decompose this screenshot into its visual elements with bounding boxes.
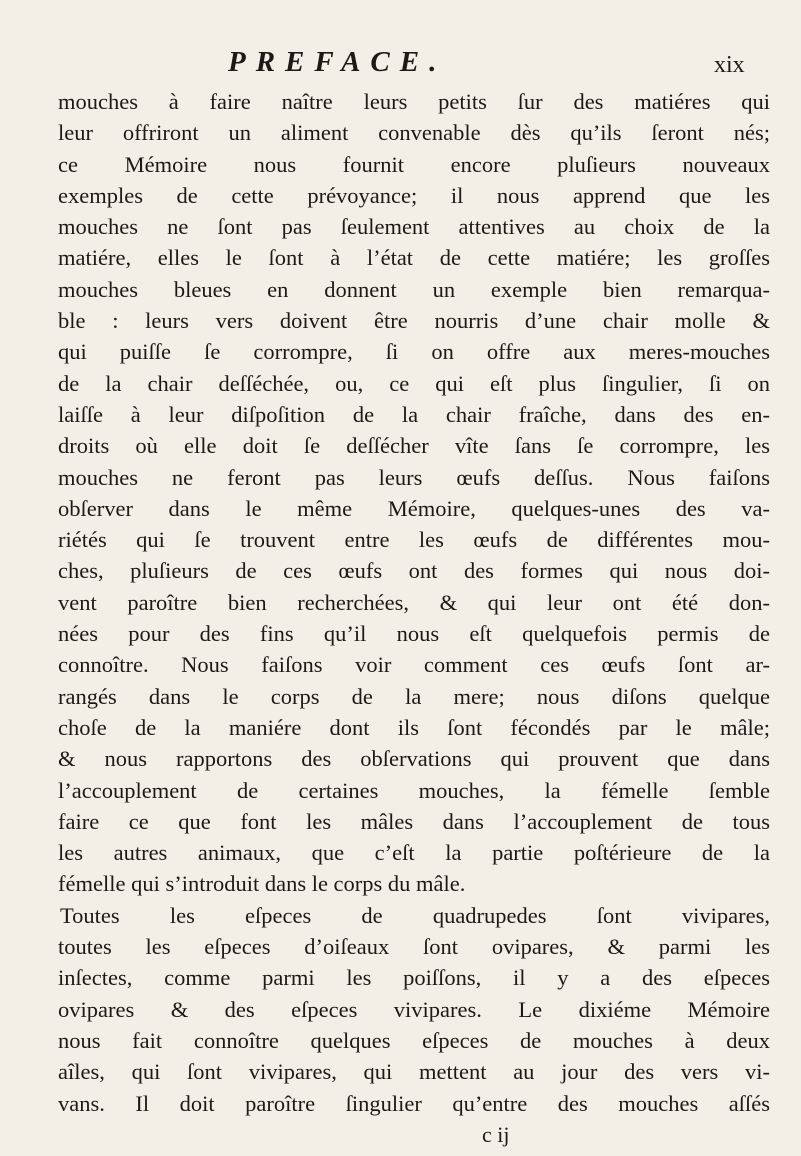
- running-head: [0, 46, 801, 86]
- text-line: nées pour des fins qu’il nous eſt quelquefois permis de: [58, 621, 770, 647]
- paragraph-start-line: Toutes les eſpeces de quadrupedes ſont vivipares,: [60, 902, 770, 928]
- text-line: riétés qui ſe trouvent entre les œufs de différentes mou-: [58, 527, 770, 553]
- text-line: mouches bleues en donnent un exemple bien remarqua-: [58, 276, 770, 302]
- text-line: nous fait connoître quelques eſpeces de mouches à deux: [58, 1027, 770, 1053]
- text-line: vans. Il doit paroître ſingulier qu’entre des mouches aſſés: [58, 1090, 770, 1116]
- text-line: vent paroître bien recherchées, & qui leur ont été don-: [58, 589, 770, 615]
- text-line: inſectes, comme parmi les poiſſons, il y a des eſpeces: [58, 965, 770, 991]
- text-line: rangés dans le corps de la mere; nous diſons quelque: [58, 683, 770, 709]
- text-line: qui puiſſe ſe corrompre, ſi on offre aux meres-mouches: [58, 339, 770, 365]
- text-line: de la chair deſſéchée, ou, ce qui eſt plus ſingulier, ſi on: [58, 370, 770, 396]
- text-line: obſerver dans le même Mémoire, quelques-unes des va-: [58, 495, 770, 521]
- text-line: l’accouplement de certaines mouches, la fémelle ſemble: [58, 777, 770, 803]
- text-line: les autres animaux, que c’eſt la partie poſtérieure de la: [58, 840, 770, 866]
- text-line: ble : leurs vers doivent être nourris d’une chair molle &: [58, 308, 770, 334]
- text-line: mouches ne feront pas leurs œufs deſſus. Nous faiſons: [58, 464, 770, 490]
- text-line: exemples de cette prévoyance; il nous apprend que les: [58, 182, 770, 208]
- text-line: mouches à faire naître leurs petits ſur des matiéres qui: [58, 89, 770, 114]
- text-line: droits où elle doit ſe deſſécher vîte ſans ſe corrompre, les: [58, 433, 770, 459]
- page-number: xix: [714, 52, 745, 78]
- text-line: fémelle qui s’introduit dans le corps du mâle.: [58, 871, 466, 897]
- text-line: aîles, qui ſont vivipares, qui mettent au jour des vers vi-: [58, 1059, 770, 1085]
- text-line: laiſſe à leur diſpoſition de la chair fraîche, dans des en-: [58, 401, 770, 427]
- text-line: ce Mémoire nous fournit encore pluſieurs nouveaux: [58, 151, 770, 177]
- text-line: connoître. Nous faiſons voir comment ces œufs ſont ar-: [58, 652, 770, 678]
- text-line: choſe de la maniére dont ils ſont fécondés par le mâle;: [58, 714, 770, 740]
- text-line: ches, pluſieurs de ces œufs ont des formes qui nous doi-: [58, 558, 770, 584]
- text-line: matiére, elles le ſont à l’état de cette matiére; les groſſes: [58, 245, 770, 271]
- running-title: PREFACE.: [228, 46, 447, 78]
- text-line: mouches ne ſont pas ſeulement attentives au choix de la: [58, 214, 770, 240]
- text-line: toutes les eſpeces d’oiſeaux ſont ovipares, & parmi les: [58, 934, 770, 960]
- text-line: ovipares & des eſpeces vivipares. Le dixiéme Mémoire: [58, 996, 770, 1022]
- text-line: faire ce que font les mâles dans l’accouplement de tous: [58, 808, 770, 834]
- body-text: [58, 86, 770, 1119]
- signature-mark: c ij: [482, 1122, 510, 1147]
- text-line: & nous rapportons des obſervations qui prouvent que dans: [58, 746, 770, 772]
- text-line: leur offriront un aliment convenable dès qu’ils ſeront nés;: [58, 120, 770, 146]
